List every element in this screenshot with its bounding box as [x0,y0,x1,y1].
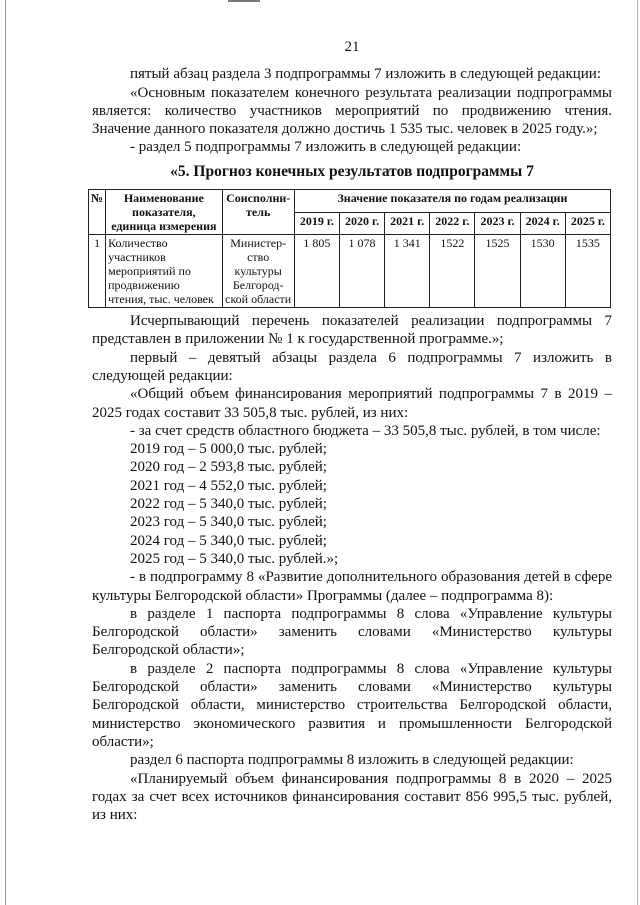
header-year: 2019 г. [294,212,339,235]
list-item: 2021 год – 4 552,0 тыс. рублей; [130,477,327,494]
header-executor: Соисполни-тель [222,190,294,235]
section-heading: «5. Прогноз конечных результатов подпрограммы 7 [170,162,534,180]
paragraph: - в подпрограмму 8 «Развитие дополнительного образования детей в сфере культуры Белгородской области» Программы (далее – подпрограмма 8): [92,569,612,604]
cell-value: 1525 [475,235,520,308]
top-scan-mark [228,0,260,2]
paragraph: «Общий объем финансирования мероприятий подпрограммы 7 в 2019 – 2025 годах составит 33 505,8 тыс. рублей, из них: [92,386,612,421]
paragraph: в разделе 2 паспорта подпрограммы 8 слова «Управление культуры Белгородской области» заменить словами «Министерство культуры Белгородской области, министерство строительства Белгородской области, министерство экономического развития и промышленности Белгородской области»; [92,660,612,750]
header-year: 2025 г. [565,212,610,235]
page-content [92,38,612,824]
cell-value: 1 805 [294,235,339,308]
results-table [88,189,611,308]
header-year: 2020 г. [339,212,384,235]
list-item: 2019 год – 5 000,0 тыс. рублей; [130,441,327,458]
page-left-edge [5,0,6,905]
cell-executor: Министер-ство культуры Белгород-ской области [222,235,294,308]
table-row [89,235,611,308]
paragraph: - за счет средств областного бюджета – 33 505,8 тыс. рублей, в том числе: [130,422,601,439]
paragraph: Исчерпывающий перечень показателей реализации подпрограммы 7 представлен в приложении № 1 к государственной программе.»; [92,313,612,348]
cell-value: 1522 [430,235,475,308]
paragraph: пятый абзац раздела 3 подпрограммы 7 изложить в следующей редакции: [130,66,602,83]
header-name: Наименование показателя, единица измерения [106,190,222,235]
header-num: № [89,190,106,235]
paragraph: «Планируемый объем финансирования подпрограммы 8 в 2020 – 2025 годах за счет всех источников финансирования составит 856 995,5 тыс. рублей, из них: [92,770,612,824]
list-item: 2022 год – 5 340,0 тыс. рублей; [130,496,327,513]
header-year: 2024 г. [520,212,565,235]
list-item: 2024 год – 5 340,0 тыс. рублей; [130,532,327,549]
header-year: 2022 г. [430,212,475,235]
cell-name: Количество участников мероприятий по продвижению чтения, тыс. человек [106,235,222,308]
paragraph: «Основным показателем конечного результата реализации подпрограммы является: количество участников мероприятий по продвижению чтения. Значение данного показателя должно достичь 1 535 тыс. человек в 2025 году.»; [92,84,612,138]
header-year: 2023 г. [475,212,520,235]
cell-value: 1 078 [339,235,384,308]
paragraph: первый – девятый абзацы раздела 6 подпрограммы 7 изложить в следующей редакции: [92,349,612,384]
table-header-row [89,190,611,213]
cell-value: 1535 [565,235,610,308]
page-number: 21 [344,39,360,55]
cell-num: 1 [89,235,106,308]
year-funding-list [92,440,612,568]
header-year: 2021 г. [385,212,430,235]
paragraph: раздел 6 паспорта подпрограммы 8 изложить в следующей редакции: [130,752,574,769]
list-item: 2025 год – 5 340,0 тыс. рублей.»; [130,550,339,567]
header-values: Значение показателя по годам реализации [294,190,610,213]
list-item: 2023 год – 5 340,0 тыс. рублей; [130,514,327,531]
cell-value: 1 341 [385,235,430,308]
paragraph: в разделе 1 паспорта подпрограммы 8 слова «Управление культуры Белгородской области» заменить словами «Министерство культуры Белгородской области»; [92,605,612,659]
cell-value: 1530 [520,235,565,308]
paragraph: - раздел 5 подпрограммы 7 изложить в следующей редакции: [130,139,522,156]
page-right-edge [637,0,638,905]
list-item: 2020 год – 2 593,8 тыс. рублей; [130,459,327,476]
